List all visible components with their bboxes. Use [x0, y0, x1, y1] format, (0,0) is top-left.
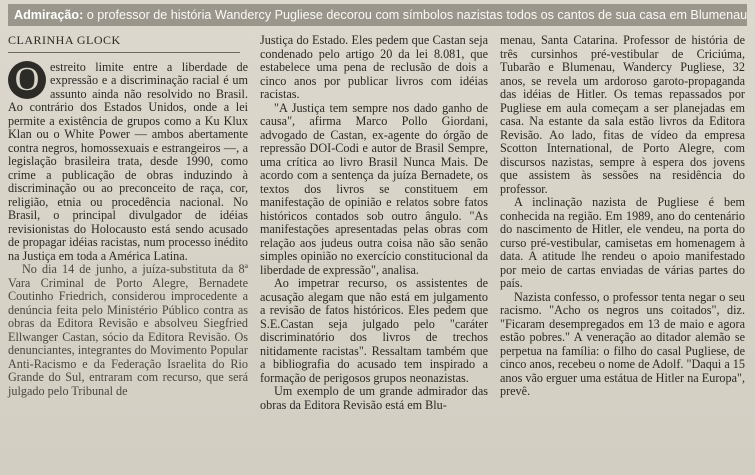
article-body	[8, 34, 747, 412]
column-1	[8, 34, 248, 412]
paragraph: menau, Santa Catarina. Professor de história de três cursinhos pré-vestibular de Criciúma, Tubarão e Blumenau, Wandercy Pugliese, 32 anos, se revela um ardoroso garoto-propaganda das idéias de Hitler. Os temas repassados por Pugliese em aula começam a ser planejadas em casa. Na estante da sala estão livros da Editora Revisão. Ao lado, fitas de vídeo da empresa Scotton International, de Porto Alegre, com discursos nazistas, sempre à espera dos jovens que assistem às sessões na residência do professor.	[500, 33, 745, 196]
column-3	[500, 34, 745, 412]
paragraph: A inclinação nazista de Pugliese é bem conhecida na região. Em 1989, ano do centenário do nascimento de Hitler, ele vendeu, na porta do curso pré-vestibular, camisetas em homenagem à data. A atitude lhe rendeu o apoio manifestado por meio de cartas enviadas de várias partes do país.	[500, 195, 745, 290]
column-2	[260, 34, 488, 412]
paragraph: "A Justiça tem sempre nos dado ganho de causa", afirma Marco Pollo Giordani, advogado de Castan, ex-agente do órgão de repressão DOI-Codi e autor de Brasil Sempre, uma crítica ao livro Brasil Nunca Mais. De acordo com a sentença da juíza Bernadete, os textos dos livros se constituem em manifestação de opinião e relatos sobre fatos históricos contados sob outro ângulo. "As manifestações apresentadas pelas obras com relação aos judeus outra coisa não são senão simples opinião no exercício constitucional da liberdade de expressão", analisa.	[260, 100, 488, 277]
photo-caption-bar	[8, 4, 747, 26]
paragraph: Um exemplo de um grande admirador das obras da Editora Revisão está em Blu-	[260, 384, 488, 412]
drop-cap: O	[8, 61, 46, 99]
byline: CLARINHA GLOCK	[8, 34, 240, 53]
paragraph: estreito limite entre a liberdade de expressão e a discriminação racial é um assunto ainda não resolvido no Brasil. Ao contrário dos Estados Unidos, onde a lei permite a existência de grupos como a Ku Klux Klan ou o White Power — ambos abertamente contra negros, homossexuais e estrangeiros —, a legislação brasileira trata, desde 1990, como crime a publicação de obras induzindo à discriminação ou ao preconceito de raça, cor, religião, etnia ou procedência nacional. No Brasil, o principal divulgador de idéias revisionistas do Holocausto está sendo acusado de propagar idéias racistas, num processo inédito na Justiça em toda a América Latina.	[8, 59, 248, 263]
paragraph: No dia 14 de junho, a juíza-substituta da 8ª Vara Criminal de Porto Alegre, Bernadete Coutinho Friedrich, considerou improcedente a denúncia feita pelo Ministério Público contra as obras da Editora Revisão e absolveu Siegfried Ellwanger Castan, sócio da Editora Revisão. Os denunciantes, integrantes do Movimento Popular Anti-Racismo e da Federação Israelita do Rio Grande do Sul, entraram com recurso, que será julgado pelo Tribunal de	[8, 262, 248, 398]
paragraph: Ao impetrar recurso, os assistentes de acusação alegam que não está em julgamento a revisão de fatos históricos. Eles pedem que S.E.Castan seja julgado pelo "caráter discriminatório dos livros de trechos nitidamente racistas". Ressaltam também que a bibliografia do acusado tem inspirado a formação de perigosos grupos neonazistas.	[260, 276, 488, 385]
caption-kicker: Admiração:	[14, 8, 84, 22]
paragraph: Justiça do Estado. Eles pedem que Castan seja condenado pelo artigo 20 da lei 8.081, que estabelece uma pena de reclusão de dois a cinco anos por publicar livros com idéias racistas.	[260, 33, 488, 101]
caption-text: o professor de história Wandercy Pugliese decorou com símbolos nazistas todos os cantos de sua casa em Blumenau	[86, 8, 747, 22]
paragraph: Nazista confesso, o professor tenta negar o seu racismo. "Acho os negros uns coitados", diz. "Ficaram desempregados em 13 de maio e agora estão pobres." A veneração ao ditador alemão se perpetua na família: o filho do casal Pugliese, de cinco anos, recebeu o nome de Adolf. "Daqui a 15 anos vão erguer uma estátua de Hitler na Europa", prevê.	[500, 289, 745, 398]
